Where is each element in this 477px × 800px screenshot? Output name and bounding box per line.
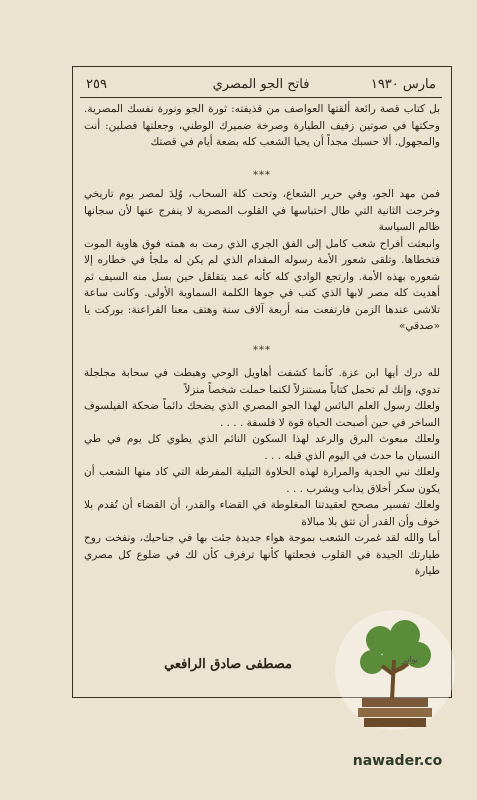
section-divider: *** [253,345,271,356]
paragraph: أما والله لقد غمرت الشعب بموجة هواء جديدة جئت بها في جناحيك، ونفخت روح طيارتك الجيدة في القلوب فجعلتها كأنها ترفرف كأن لك في ضلوع كل مصري طيارة [84,532,440,577]
paragraph: ولعلك مبعوث البرق والرعد لهذا السكون النائم الذي يطوي كل يوم في طي النسيان ما حدث في اليوم الذي قبله . . . [84,433,440,462]
paragraph: فمن مهد الجو، وفي حرير الشعاع، وتحت كلة السحاب، وُلِدَ لمصر يوم تاريخي وخرجت الثانية التي طال احتباسها في القلوب المصرية لا ينفرج عنها لأن سجانها ظالم السياسة [84,188,440,233]
paragraph: بل كتاب قصة رائعة ألقتها العواصف من قذيفته: ثورة الجو ونورة نفسك المصرية. وحكتها في صوتين زفيف الطيارة وصرخة ضميرك الوطني، وجعلتها فصلين: أنت والمجهول. ألا حسبك مجداً أن يحيا الشعب كله بضعة أيام في قصتك [84,103,440,148]
paragraph: ولعلك نبي الجدية والمرارة لهذه الحلاوة التيلية المفرطة التي كاد منها الشعب أن يكون سكر أخلاق يذاب ويشرب . . . [84,466,440,495]
section-c [84,365,440,580]
tree-logo-icon [330,600,460,770]
watermark-brand: nawader.co [352,753,443,769]
paragraph: لله درك أيها ابن عزة. كأنما كشفت أهاويل الوحي وهبطت في سحابة مجلجلة تدوي، وإنك لم تحمل كتاباً مستنزلاً لكنما حملت شخصاً منزلاً [84,367,440,396]
section-a [84,101,440,151]
watermark-sub-text: نوادر [401,655,418,664]
running-header [80,74,442,96]
paragraph: ولعلك رسول العلم البائس لهذا الجو المصري الذي يضحك دائماً ضحكة الفيلسوف الساخر في حين أصبحت الحياة قوة لا فلسفة . . . . [84,400,440,429]
section-b [84,186,440,335]
paragraph: وانبعثت أفراح شعب كامل إلى الفق الجري الذي رمت به همته فوق هاوية الموت فتخطاها. وتلقى شعور الأمة رسوله المقدام الذي لم يكن له ملجأ في خطاره إلا شعوره بهذه الأمة. وارتجع الوادي كله كأنه عمد يتقلقل حين بسل منه السيف ثم أهديت كله مصر لابها الذي كتب في جوها الكلمة السماوية الأولى. وكانت ساعة تلاشى عندها الزمن فارتفعت منه أربعة آلاف سنة وهتف معنا الفراعنة: بوركت يا «صدقي» [84,237,440,332]
header-date: مارس ١٩٣٠ [370,77,436,92]
paragraph: ولعلك تفسير مصحح لعقيدتنا المغلوطة في القضاء والقدر، أن القضاء أن تُقدم بلا خوف وأن القدر أن تتق بلا مبالاة [84,499,440,528]
author-signature: مصطفى صادق الرافعي [164,657,292,672]
header-title: فاتح الجو المصري [212,77,310,92]
page-number: ٢٥٩ [86,77,107,92]
header-rule [80,97,442,98]
section-divider: *** [253,170,271,181]
